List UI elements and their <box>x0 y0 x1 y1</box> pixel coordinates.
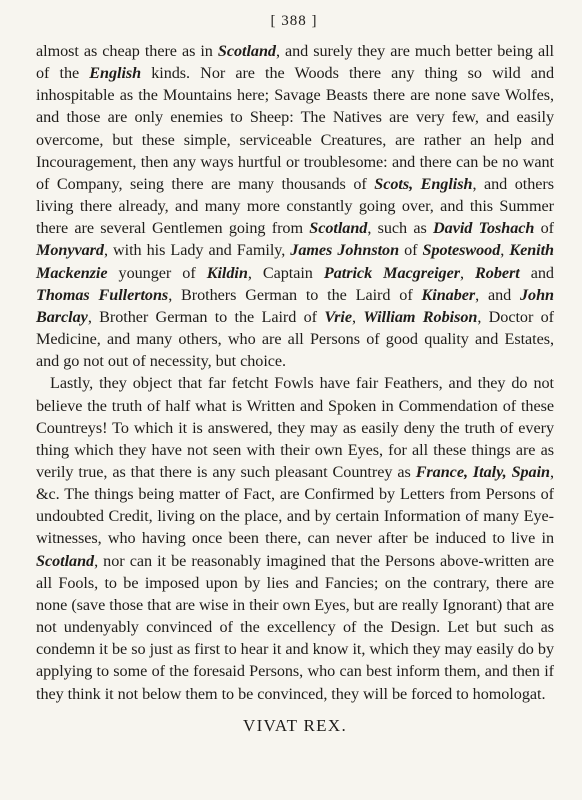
paragraph-1: almost as cheap there as in Scotland, and surely they are much better being all of the English kinds. Nor are the Woods there any thing so wild and inhospitable as the Mountains here; Savage Beasts there are none save Wolfes, and those are only enemies to Sheep: The Natives are very few, and easily overcome, but these simple, serviceable Creatures, are rather an help and Incouragement, then any ways hurtful or troublesome: and there can be no want of Company, seing there are many thousands of Scots, English, and others living there already, and many more constantly going over, and this Summer there are several Gentlemen going from Scotland, such as David Toshach of Monyvard, with his Lady and Family, James Johnston of Spoteswood, Kenith Mackenzie younger of Kildin, Captain Patrick Macgreiger, Robert and Thomas Fullertons, Brothers German to the Laird of Kinaber, and John Barclay, Brother German to the Laird of Vrie, William Robison, Doctor of Medicine, and many others, who are all Persons of good quality and Estates, and go not out of necessity, but choice. <box>36 42 555 371</box>
italic-name: John Barclay <box>36 285 555 326</box>
italic-name: James Johnston <box>290 241 400 260</box>
italic-name: Kinaber <box>421 285 476 304</box>
italic-name: Spoteswood <box>422 241 501 260</box>
page-number: [ 388 ] <box>270 13 318 29</box>
closing-phrase: VIVAT REX. <box>243 715 347 735</box>
italic-name: Vrie <box>324 307 353 326</box>
italic-name: Scotland <box>217 42 276 60</box>
italic-name: Patrick Macgreiger <box>323 263 460 282</box>
italic-name: Scots, English <box>374 174 473 193</box>
italic-name: Scotland <box>309 219 368 238</box>
italic-name: Robert <box>475 263 520 282</box>
italic-name: France, Italy, Spain <box>415 462 551 481</box>
italic-name: Thomas Fullertons <box>36 285 169 304</box>
italic-name: English <box>89 64 142 83</box>
italic-name: Scotland <box>36 551 95 570</box>
document-page <box>36 10 554 795</box>
italic-name: Monyvard <box>36 241 104 260</box>
italic-name: Kildin <box>206 263 248 282</box>
italic-name: William Robison <box>363 307 478 326</box>
italic-name: Kenith Mackenzie <box>36 241 555 282</box>
italic-name: David Toshach <box>433 219 535 238</box>
paragraph-2: Lastly, they object that far fetcht Fowls have fair Feathers, and they do not believe the truth of half what is Written and Spoken in Commendation of these Countreys! To which it is answered, they may as easily deny the truth of every thing which they have not seen with their own Eyes, for all these things are as verily true, as that there is any such pleasant Countrey as France, Italy, Spain, &c. The things being matter of Fact, are Confirmed by Letters from Persons of undoubted Credit, living on the place, and by certain Information of many Eye-witnesses, who having once been there, can never after be induced to live in Scotland, nor can it be reasonably imagined that the Persons above-written are all Fools, to be imposed upon by lies and Fancies; on the contrary, there are none (save those that are wise in their own Eyes, but are really Ignorant) that are not undenyably convinced of the excellency of the Design. Let but such as condemn it be so just as first to hear it and know it, which they may easily do by applying to some of the foresaid Persons, who can best inform them, and then if they think it not below them to be convinced, they will be forced to homologat. <box>36 374 555 703</box>
